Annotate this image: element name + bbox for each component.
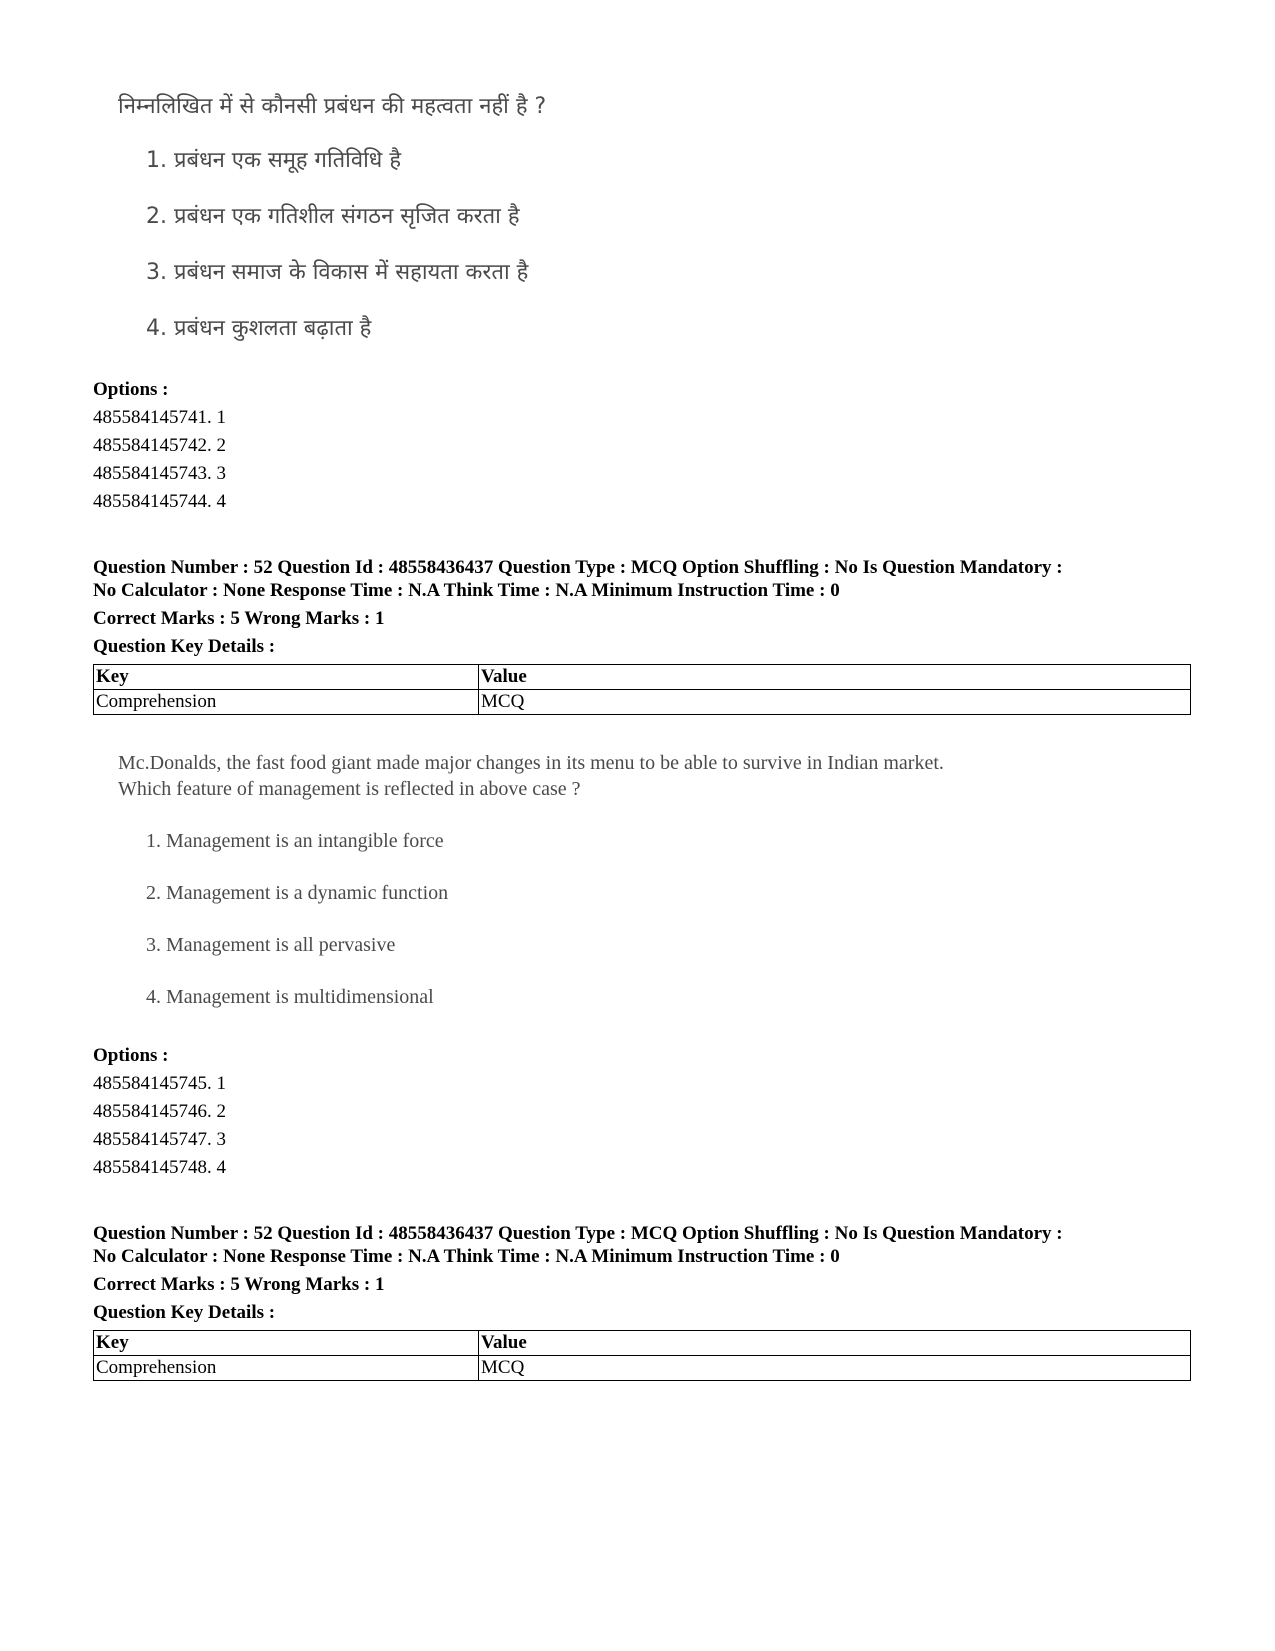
question-meta-line2: No Calculator : None Response Time : N.A Think Time : N.A Minimum Instruction Time : 0 — [93, 1246, 840, 1267]
question-choice: 3. Management is all pervasive — [146, 934, 396, 956]
question-choice: 4. प्रबंधन कुशलता बढ़ाता है — [146, 316, 372, 341]
table-row — [94, 1356, 1191, 1381]
question-meta-line1: Question Number : 52 Question Id : 48558436437 Question Type : MCQ Option Shuffling : No Is Question Mandatory : — [93, 1223, 1063, 1244]
option-item: 485584145746. 2 — [93, 1101, 226, 1122]
marks-line: Correct Marks : 5 Wrong Marks : 1 — [93, 1274, 385, 1295]
question-meta-line1: Question Number : 52 Question Id : 48558436437 Question Type : MCQ Option Shuffling : No Is Question Mandatory : — [93, 557, 1063, 578]
question-meta-line2: No Calculator : None Response Time : N.A Think Time : N.A Minimum Instruction Time : 0 — [93, 580, 840, 601]
question-choice: 3. प्रबंधन समाज के विकास में सहायता करता है — [146, 260, 529, 285]
question-choice: 1. Management is an intangible force — [146, 830, 444, 852]
option-item: 485584145745. 1 — [93, 1073, 226, 1094]
key-details-table — [93, 664, 1191, 715]
table-header-row — [94, 1331, 1191, 1356]
question-image-english — [118, 752, 1118, 1032]
table-cell: Comprehension — [94, 1356, 479, 1381]
option-item: 485584145742. 2 — [93, 435, 226, 456]
marks-line: Correct Marks : 5 Wrong Marks : 1 — [93, 608, 385, 629]
table-cell: MCQ — [479, 1356, 1191, 1381]
table-cell: Comprehension — [94, 690, 479, 715]
question-choice: 1. प्रबंधन एक समूह गतिविधि है — [146, 148, 402, 173]
table-header-cell: Key — [94, 1331, 479, 1356]
question-stem: Which feature of management is reflected in above case ? — [118, 778, 581, 800]
options-label: Options : — [93, 379, 169, 400]
table-row — [94, 690, 1191, 715]
option-item: 485584145741. 1 — [93, 407, 226, 428]
question-choice: 2. Management is a dynamic function — [146, 882, 449, 904]
table-header-row — [94, 665, 1191, 690]
table-header-cell: Value — [479, 1331, 1191, 1356]
option-item: 485584145743. 3 — [93, 463, 226, 484]
table-header-cell: Key — [94, 665, 479, 690]
option-item: 485584145748. 4 — [93, 1157, 226, 1178]
key-details-table — [93, 1330, 1191, 1381]
question-choice: 4. Management is multidimensional — [146, 986, 434, 1008]
table-header-cell: Value — [479, 665, 1191, 690]
question-choice: 2. प्रबंधन एक गतिशील संगठन सृजित करता है — [146, 204, 520, 229]
option-item: 485584145747. 3 — [93, 1129, 226, 1150]
option-item: 485584145744. 4 — [93, 491, 226, 512]
question-stem: निम्नलिखित में से कौनसी प्रबंधन की महत्वता नहीं है ? — [118, 94, 547, 119]
question-image-hindi — [118, 80, 618, 360]
options-label: Options : — [93, 1045, 169, 1066]
table-cell: MCQ — [479, 690, 1191, 715]
key-details-label: Question Key Details : — [93, 1302, 276, 1323]
key-details-label: Question Key Details : — [93, 636, 276, 657]
question-stem: Mc.Donalds, the fast food giant made major changes in its menu to be able to survive in Indian market. — [118, 752, 944, 774]
